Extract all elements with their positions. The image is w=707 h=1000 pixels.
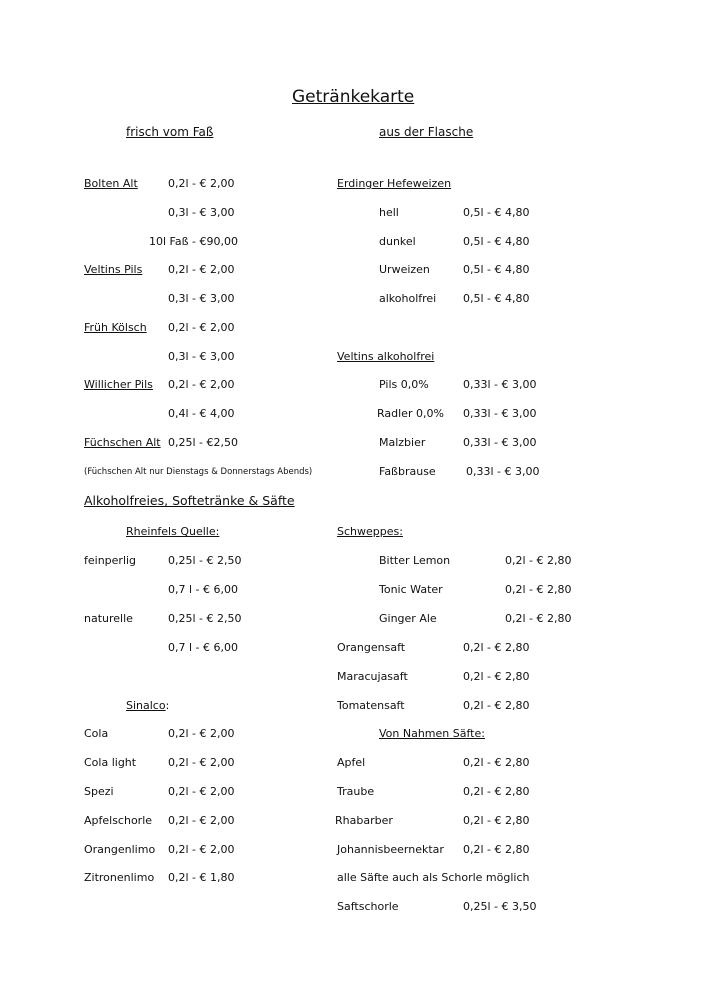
sinalco-heading xyxy=(126,699,169,713)
schorle-note: alle Säfte auch als Schorle möglich xyxy=(337,871,530,884)
maracujasaft-price: 0,2l - € 2,80 xyxy=(463,670,530,683)
saftschorle-name: Saftschorle xyxy=(337,900,399,913)
bitter-lemon-price: 0,2l - € 2,80 xyxy=(505,554,572,567)
ginger-ale-name: Ginger Ale xyxy=(379,612,437,625)
willicher-price-1: 0,2l - € 2,00 xyxy=(168,378,235,391)
naturelle-price-1: 0,25l - € 2,50 xyxy=(168,612,242,625)
feinperlig-price-1: 0,25l - € 2,50 xyxy=(168,554,242,567)
sinalco-heading-colon: : xyxy=(165,699,170,712)
johannisbeernektar-price: 0,2l - € 2,80 xyxy=(463,843,530,856)
apfel-name: Apfel xyxy=(337,756,366,769)
zitronenlimo-price: 0,2l - € 1,80 xyxy=(168,871,235,884)
rhabarber-price: 0,2l - € 2,80 xyxy=(463,814,530,827)
bitter-lemon-name: Bitter Lemon xyxy=(379,554,451,567)
page-title: Getränkekarte xyxy=(292,87,415,107)
pils-00-price: 0,33l - € 3,00 xyxy=(463,378,537,391)
cola-light-name: Cola light xyxy=(84,756,137,769)
radler-00-name: Radler 0,0% xyxy=(377,407,444,420)
bottle-heading: aus der Flasche xyxy=(379,125,474,139)
cola-name: Cola xyxy=(84,727,109,740)
veltins-pils-name: Veltins Pils xyxy=(84,263,143,276)
willicher-pils-name: Willicher Pils xyxy=(84,378,153,391)
saftschorle-price: 0,25l - € 3,50 xyxy=(463,900,537,913)
frueh-price-2: 0,3l - € 3,00 xyxy=(168,350,235,363)
bolten-price-2: 0,3l - € 3,00 xyxy=(168,206,235,219)
spezi-name: Spezi xyxy=(84,785,114,798)
rhabarber-name: Rhabarber xyxy=(335,814,393,827)
erdinger-dunkel-name: dunkel xyxy=(379,235,416,248)
malzbier-name: Malzbier xyxy=(379,436,426,449)
tonic-water-price: 0,2l - € 2,80 xyxy=(505,583,572,596)
erdinger-dunkel-price: 0,5l - € 4,80 xyxy=(463,235,530,248)
veltins-price-1: 0,2l - € 2,00 xyxy=(168,263,235,276)
veltins-af-heading: Veltins alkoholfrei xyxy=(337,350,435,363)
bolten-price-1: 0,2l - € 2,00 xyxy=(168,177,235,190)
orangensaft-name: Orangensaft xyxy=(337,641,406,654)
spezi-price: 0,2l - € 2,00 xyxy=(168,785,235,798)
erdinger-urweizen-price: 0,5l - € 4,80 xyxy=(463,263,530,276)
frueh-koelsch-name: Früh Kölsch xyxy=(84,321,147,334)
erdinger-hell-name: hell xyxy=(379,206,399,219)
tonic-water-name: Tonic Water xyxy=(379,583,443,596)
von-nahmen-heading: Von Nahmen Säfte: xyxy=(379,727,485,740)
erdinger-urweizen-name: Urweizen xyxy=(379,263,430,276)
orangensaft-price: 0,2l - € 2,80 xyxy=(463,641,530,654)
radler-00-price: 0,33l - € 3,00 xyxy=(463,407,537,420)
orangenlimo-name: Orangenlimo xyxy=(84,843,156,856)
naturelle-name: naturelle xyxy=(84,612,133,625)
maracujasaft-name: Maracujasaft xyxy=(337,670,408,683)
traube-name: Traube xyxy=(337,785,375,798)
erdinger-alkoholfrei-name: alkoholfrei xyxy=(379,292,437,305)
cola-price: 0,2l - € 2,00 xyxy=(168,727,235,740)
orangenlimo-price: 0,2l - € 2,00 xyxy=(168,843,235,856)
ginger-ale-price: 0,2l - € 2,80 xyxy=(505,612,572,625)
erdinger-hell-price: 0,5l - € 4,80 xyxy=(463,206,530,219)
fuechschen-alt-name: Füchschen Alt xyxy=(84,436,161,449)
feinperlig-price-2: 0,7 l - € 6,00 xyxy=(168,583,238,596)
frueh-price-1: 0,2l - € 2,00 xyxy=(168,321,235,334)
johannisbeernektar-name: Johannisbeernektar xyxy=(337,843,444,856)
cola-light-price: 0,2l - € 2,00 xyxy=(168,756,235,769)
apfelschorle-name: Apfelschorle xyxy=(84,814,153,827)
erdinger-heading: Erdinger Hefeweizen xyxy=(337,177,452,190)
rheinfels-heading: Rheinfels Quelle: xyxy=(126,525,220,538)
veltins-price-2: 0,3l - € 3,00 xyxy=(168,292,235,305)
fassbrause-price: 0,33l - € 3,00 xyxy=(466,465,540,478)
naturelle-price-2: 0,7 l - € 6,00 xyxy=(168,641,238,654)
traube-price: 0,2l - € 2,80 xyxy=(463,785,530,798)
draft-heading: frisch vom Faß xyxy=(126,125,214,139)
bolten-alt-name: Bolten Alt xyxy=(84,177,138,190)
apfelschorle-price: 0,2l - € 2,00 xyxy=(168,814,235,827)
feinperlig-name: feinperlig xyxy=(84,554,137,567)
schweppes-heading: Schweppes: xyxy=(337,525,403,538)
fuechschen-note: (Füchschen Alt nur Dienstags & Donnerstags Abends) xyxy=(84,467,313,477)
zitronenlimo-name: Zitronenlimo xyxy=(84,871,155,884)
pils-00-name: Pils 0,0% xyxy=(379,378,429,391)
erdinger-alkoholfrei-price: 0,5l - € 4,80 xyxy=(463,292,530,305)
tomatensaft-price: 0,2l - € 2,80 xyxy=(463,699,530,712)
malzbier-price: 0,33l - € 3,00 xyxy=(463,436,537,449)
fuechschen-price-1: 0,25l - €2,50 xyxy=(168,436,239,449)
apfel-price: 0,2l - € 2,80 xyxy=(463,756,530,769)
softs-heading: Alkoholfreies, Softetränke & Säfte xyxy=(84,493,295,508)
fassbrause-name: Faßbrause xyxy=(379,465,436,478)
bolten-price-3: 10l Faß - €90,00 xyxy=(149,235,238,248)
tomatensaft-name: Tomatensaft xyxy=(337,699,405,712)
sinalco-heading-text: Sinalco xyxy=(126,699,166,712)
willicher-price-2: 0,4l - € 4,00 xyxy=(168,407,235,420)
